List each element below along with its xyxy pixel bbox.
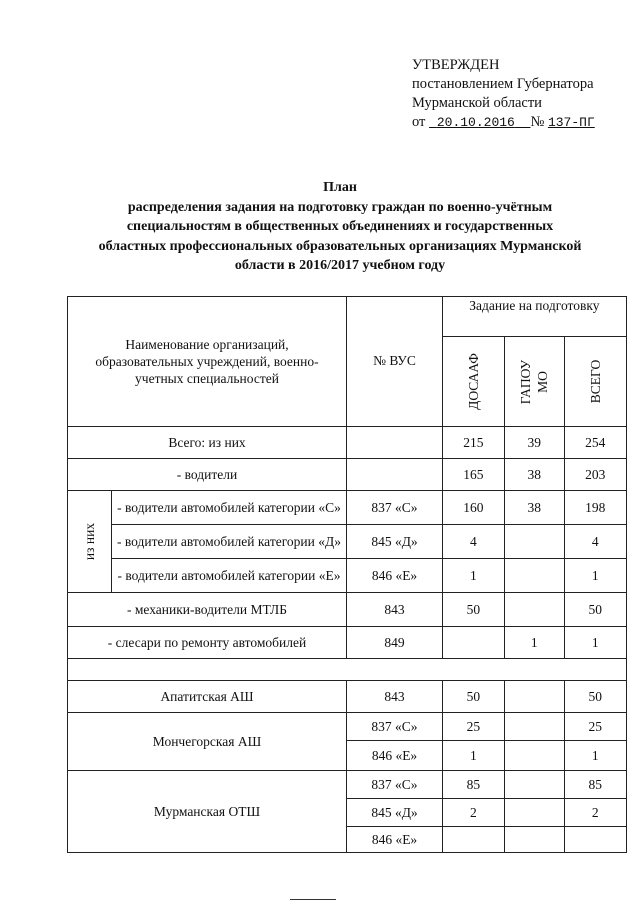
table-row — [68, 771, 627, 799]
table-row — [68, 459, 627, 491]
row-name: Мончегорская АШ — [68, 713, 347, 771]
row-vus: 837 «С» — [347, 771, 443, 799]
table-row — [68, 593, 627, 627]
title-line: областных профессиональных образовательных организациях Мурманской — [98, 238, 582, 254]
table-row — [68, 713, 627, 741]
row-name: - водители — [68, 459, 347, 491]
row-vus: 845 «Д» — [347, 525, 443, 559]
table-row — [68, 525, 627, 559]
header-dosaaf: ДОСААФ — [443, 337, 505, 427]
row-gapou — [504, 799, 564, 827]
row-dosaaf: 1 — [443, 741, 505, 771]
approval-title: УТВЕРЖДЕН — [412, 57, 500, 73]
row-gapou — [504, 681, 564, 713]
row-gapou — [504, 525, 564, 559]
row-gapou — [504, 741, 564, 771]
plan-table — [67, 296, 627, 853]
header-vus: № ВУС — [347, 297, 443, 427]
row-vus: 843 — [347, 593, 443, 627]
row-total — [564, 827, 626, 853]
row-gapou: 1 — [504, 627, 564, 659]
page-footer-line — [290, 899, 336, 900]
row-name: - механики-водители МТЛБ — [68, 593, 347, 627]
row-total: 1 — [564, 559, 626, 593]
row-gapou — [504, 593, 564, 627]
row-total: 85 — [564, 771, 626, 799]
table-row — [68, 681, 627, 713]
row-vus — [347, 459, 443, 491]
row-gapou — [504, 771, 564, 799]
row-name: - водители автомобилей категории «С» — [112, 491, 347, 525]
row-dosaaf: 85 — [443, 771, 505, 799]
row-total: 2 — [564, 799, 626, 827]
row-name: Мурманская ОТШ — [68, 771, 347, 853]
row-total: 50 — [564, 681, 626, 713]
title-line: распределения задания на подготовку граждан по военно-учётным — [127, 199, 553, 215]
approval-block — [412, 56, 595, 132]
row-dosaaf: 215 — [443, 427, 505, 459]
row-dosaaf: 165 — [443, 459, 505, 491]
row-total: 1 — [564, 627, 626, 659]
document-title — [70, 178, 610, 276]
row-dosaaf: 50 — [443, 681, 505, 713]
number-label: № — [530, 114, 545, 130]
row-name: - водители автомобилей категории «Е» — [112, 559, 347, 593]
row-dosaaf: 1 — [443, 559, 505, 593]
side-label: из них — [68, 491, 112, 593]
table-row — [68, 491, 627, 525]
row-vus: 845 «Д» — [347, 799, 443, 827]
row-name: Апатитская АШ — [68, 681, 347, 713]
row-dosaaf — [443, 627, 505, 659]
row-gapou: 38 — [504, 459, 564, 491]
row-name: - водители автомобилей категории «Д» — [112, 525, 347, 559]
header-total: ВСЕГО — [564, 337, 626, 427]
approval-date-line — [412, 113, 595, 132]
row-gapou — [504, 827, 564, 853]
row-vus: 837 «С» — [347, 713, 443, 741]
row-vus: 843 — [347, 681, 443, 713]
title-line: области в 2016/2017 учебном году — [234, 258, 446, 273]
row-vus: 846 «Е» — [347, 559, 443, 593]
spacer-cell — [68, 659, 627, 681]
row-total: 254 — [564, 427, 626, 459]
row-dosaaf: 2 — [443, 799, 505, 827]
row-gapou: 38 — [504, 491, 564, 525]
header-task: Задание на подготовку — [443, 297, 627, 337]
spacer-row — [68, 659, 627, 681]
row-total: 203 — [564, 459, 626, 491]
row-gapou — [504, 559, 564, 593]
row-total: 25 — [564, 713, 626, 741]
row-total: 1 — [564, 741, 626, 771]
row-total: 198 — [564, 491, 626, 525]
row-dosaaf: 4 — [443, 525, 505, 559]
table-row — [68, 559, 627, 593]
header-gapou: ГАПОУ МО — [504, 337, 564, 427]
row-dosaaf: 50 — [443, 593, 505, 627]
row-vus — [347, 427, 443, 459]
row-vus: 846 «Е» — [347, 741, 443, 771]
approval-line: постановлением Губернатора — [412, 76, 594, 92]
from-label: от — [412, 114, 426, 130]
header-name: Наименование организаций, образовательных учреждений, военно-учетных специальностей — [68, 297, 347, 427]
approval-date: 20.10.2016 — [436, 115, 515, 130]
row-total: 50 — [564, 593, 626, 627]
row-dosaaf — [443, 827, 505, 853]
table-row — [68, 627, 627, 659]
row-dosaaf: 25 — [443, 713, 505, 741]
row-vus: 849 — [347, 627, 443, 659]
row-gapou — [504, 713, 564, 741]
title-line: специальностям в общественных объединениях и государственных — [126, 219, 554, 234]
row-gapou: 39 — [504, 427, 564, 459]
row-name: Всего: из них — [68, 427, 347, 459]
title-heading: План — [323, 180, 357, 195]
row-dosaaf: 160 — [443, 491, 505, 525]
table-row — [68, 427, 627, 459]
row-total: 4 — [564, 525, 626, 559]
row-vus: 846 «Е» — [347, 827, 443, 853]
header-row — [68, 297, 627, 337]
approval-number: 137-ПГ — [547, 115, 595, 130]
row-name: - слесари по ремонту автомобилей — [68, 627, 347, 659]
row-vus: 837 «С» — [347, 491, 443, 525]
approval-line: Мурманской области — [412, 95, 542, 111]
